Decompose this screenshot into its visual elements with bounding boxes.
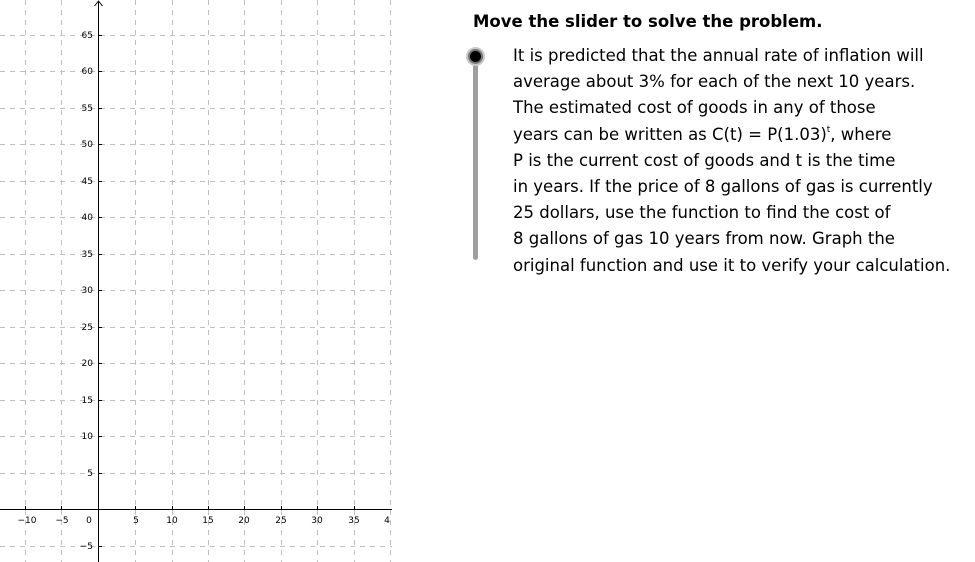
y-tick-label: 40 [81, 213, 93, 223]
x-tick-label: −10 [17, 516, 37, 526]
slider-handle-dot-icon [470, 51, 481, 62]
formula-suffix: , where [830, 124, 892, 144]
x-tick-label: 20 [238, 516, 250, 526]
problem-line: in years. If the price of 8 gallons of gas is currently [513, 177, 933, 197]
x-tick-label: 15 [202, 516, 214, 526]
y-tick-label: 55 [81, 104, 93, 114]
x-tick-label: −5 [55, 516, 69, 526]
x-tick-label: 30 [311, 516, 323, 526]
grid-horizontal-lines [0, 36, 392, 547]
y-tick-label: 15 [81, 396, 93, 406]
problem-line: The estimated cost of goods in any of those [513, 98, 876, 118]
instruction-heading: Move the slider to solve the problem. [473, 12, 823, 31]
y-tick-label: 45 [81, 177, 93, 187]
x-tick-label: 25 [275, 516, 287, 526]
y-tick-label: −5 [79, 542, 93, 552]
y-tick-label: 50 [81, 140, 93, 150]
problem-line: It is predicted that the annual rate of inflation will [513, 46, 924, 65]
y-tick-label: 30 [81, 286, 93, 296]
problem-line: original function and use it to verify your calculation. [513, 255, 951, 275]
x-tick-label: 35 [348, 516, 360, 526]
y-tick-label: 10 [81, 432, 93, 442]
formula-exponent: t [826, 124, 831, 135]
problem-line: 8 gallons of gas 10 years from now. Graph the [513, 229, 895, 249]
x-tick-label: 10 [166, 516, 178, 526]
x-tick-label: 5 [133, 516, 139, 526]
y-tick-label: 60 [81, 67, 93, 77]
problem-line-formula [513, 122, 968, 148]
x-tick-label: 4 [384, 516, 390, 526]
problem-line: average about 3% for each of the next 10 years. [513, 72, 916, 92]
y-tick-label: 35 [81, 250, 93, 260]
slider-track[interactable] [473, 55, 478, 260]
y-tick-label: 20 [81, 359, 93, 369]
problem-line: 25 dollars, use the function to find the cost of [513, 203, 891, 223]
slider-handle[interactable] [466, 47, 485, 66]
y-tick-label: 5 [87, 469, 93, 479]
grid-vertical-lines [26, 0, 391, 562]
y-tick-label: 65 [81, 31, 93, 41]
y-tick-label: 25 [81, 323, 93, 333]
formula-text: years can be written as C(t) = P(1.03) [513, 124, 827, 144]
problem-text [513, 43, 968, 279]
x-tick-label: 0 [86, 516, 92, 526]
graphing-view[interactable] [0, 0, 392, 562]
problem-line: P is the current cost of goods and t is the time [513, 150, 896, 170]
